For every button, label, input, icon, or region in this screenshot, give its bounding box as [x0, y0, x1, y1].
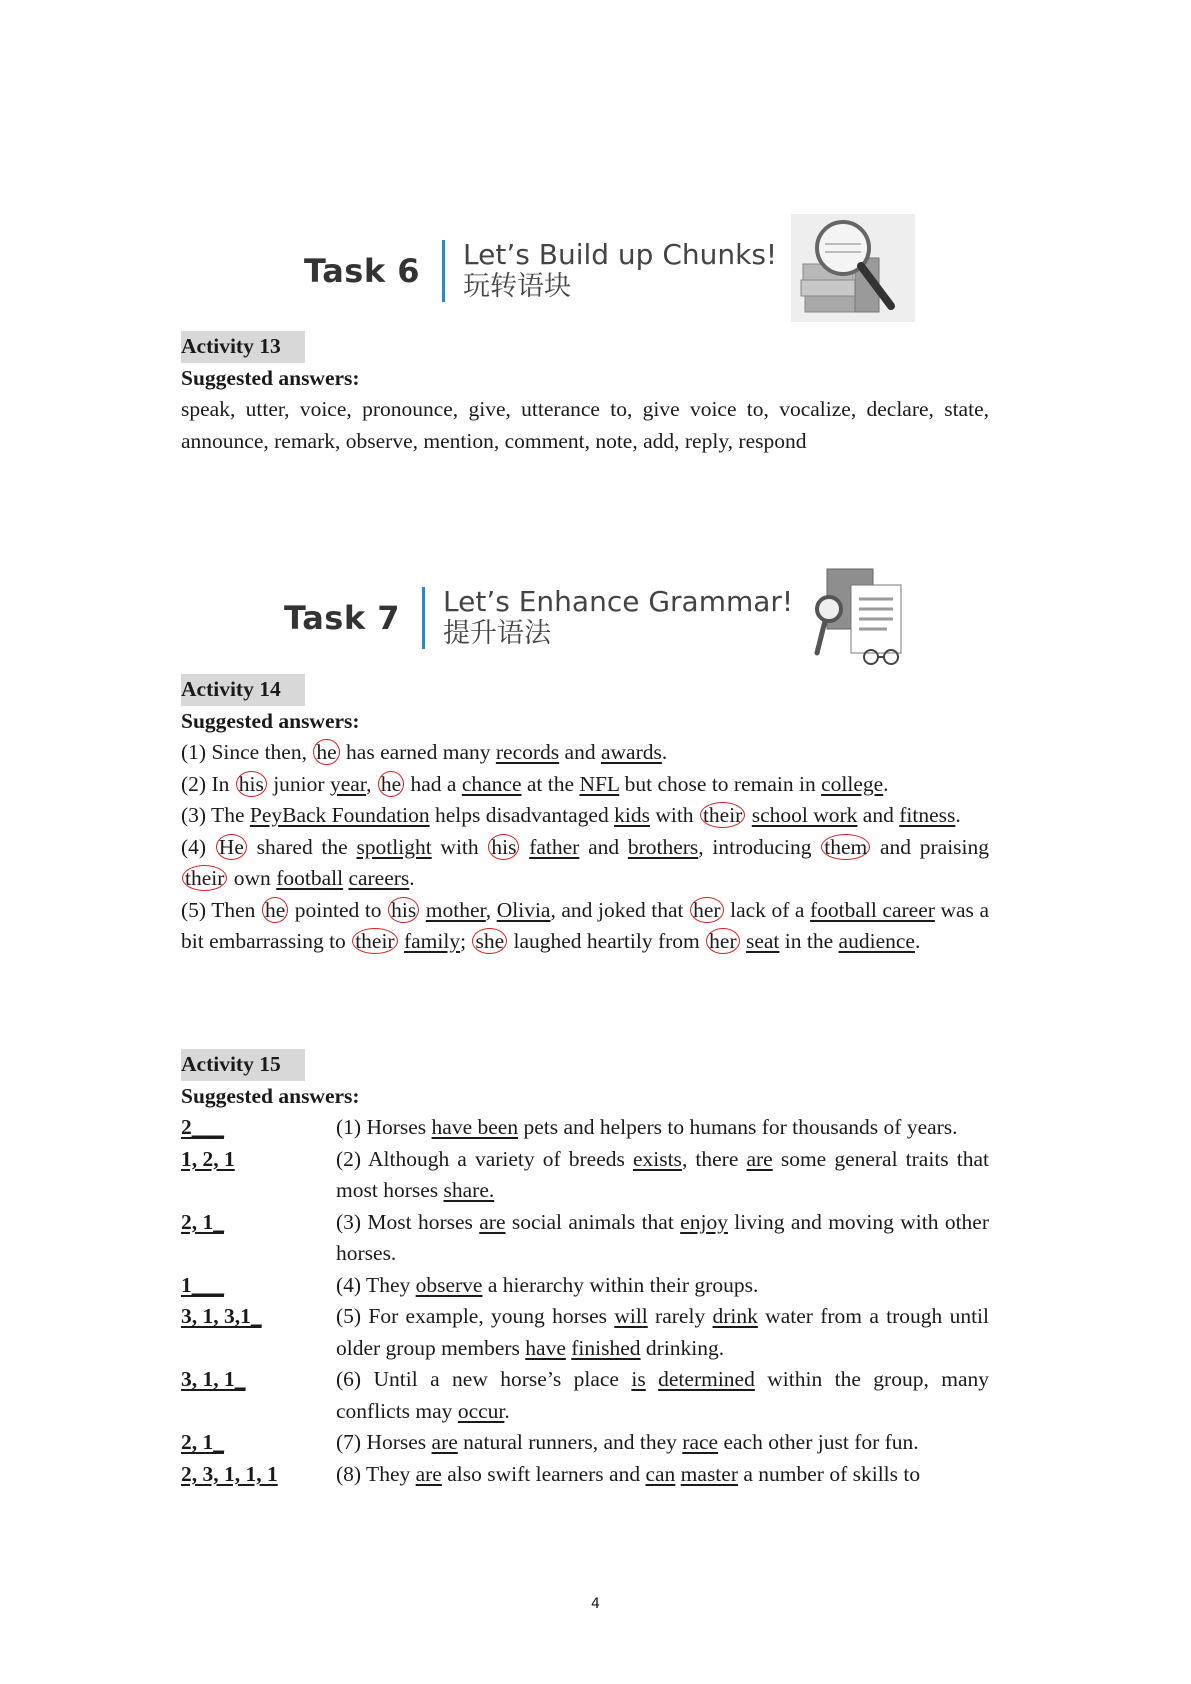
underlined-word: brothers: [627, 834, 699, 859]
circled-pronoun: their: [700, 802, 745, 828]
text-run: ,: [485, 897, 497, 922]
activity14-sentence-1: [181, 737, 989, 769]
text-run: (2) In: [181, 771, 235, 796]
underlined-verb: master: [680, 1461, 738, 1486]
underlined-word: fitness: [899, 803, 956, 827]
underlined-verb: are: [746, 1146, 773, 1171]
underlined-verb: will: [614, 1304, 648, 1328]
circled-pronoun: she: [472, 928, 507, 954]
text-run: was a bit embarrassing to: [181, 897, 989, 953]
text-run: [520, 835, 529, 859]
underlined-verb: drink: [712, 1304, 758, 1328]
text-run: living and moving with other horses.: [336, 1209, 990, 1265]
text-run: [646, 1367, 658, 1391]
underlined-verb: finished: [571, 1335, 641, 1360]
text-run: at the: [521, 771, 580, 796]
text-run: within the group, many conflicts may: [336, 1367, 990, 1423]
task7-title-en: Let’s Enhance Grammar!: [443, 584, 794, 618]
task7-banner: [284, 565, 917, 670]
text-run: natural runners, and they: [457, 1430, 683, 1454]
task6-title-cn: 玩转语块: [463, 271, 572, 303]
task7-label: Task 7: [284, 598, 401, 637]
circled-pronoun: he: [313, 739, 339, 765]
answer-key: 3, 1, 1_: [181, 1367, 246, 1391]
text-run: , there: [681, 1146, 747, 1171]
underlined-verb: are: [415, 1461, 442, 1486]
answer-row: [181, 1112, 989, 1144]
answer-sentence: [336, 1364, 989, 1427]
text-run: ,: [366, 771, 377, 796]
underlined-word: chance: [461, 771, 522, 796]
underlined-verb: have been: [431, 1115, 519, 1139]
answer-key: 1___: [181, 1272, 224, 1297]
text-run: ;: [460, 929, 472, 953]
activity14-sentence-5: [181, 895, 989, 958]
activity14-heading: Activity 14: [181, 674, 305, 706]
activity13-subheading: Suggested answers:: [181, 365, 360, 390]
underlined-verb: are: [479, 1209, 506, 1234]
text-run: water from a trough until older group members: [336, 1304, 990, 1360]
underlined-word: mother: [425, 897, 486, 922]
text-run: some general traits that most horses: [336, 1146, 989, 1202]
answer-key: 2, 1_: [181, 1209, 224, 1234]
circled-pronoun: their: [352, 928, 397, 954]
circled-pronoun: his: [388, 897, 419, 923]
underlined-verb: share.: [443, 1178, 495, 1202]
task7-title-cn: 提升语法: [443, 618, 552, 650]
text-run: (7) Horses: [336, 1430, 432, 1454]
underlined-verb: are: [431, 1430, 458, 1454]
circled-pronoun: He: [216, 834, 247, 860]
circled-pronoun: them: [821, 834, 870, 860]
text-run: .: [955, 803, 961, 827]
text-run: .: [914, 929, 921, 953]
text-run: .: [504, 1398, 510, 1423]
underlined-word: spotlight: [356, 834, 432, 859]
underlined-word: records: [495, 740, 560, 764]
answer-row: [181, 1301, 989, 1364]
circled-pronoun: he: [378, 771, 404, 797]
activity13-section: [181, 331, 989, 457]
text-run: shared the: [247, 834, 357, 859]
text-run: , and joked that: [550, 897, 690, 922]
text-run: (1) Horses: [336, 1115, 432, 1139]
text-run: (4): [181, 834, 215, 859]
text-run: and: [559, 740, 601, 764]
text-run: a hierarchy within their groups.: [482, 1272, 759, 1297]
task7-divider: [422, 587, 425, 649]
answer-row: [181, 1144, 989, 1207]
underlined-verb: race: [682, 1430, 719, 1454]
answer-row: [181, 1459, 989, 1491]
underlined-verb: exists: [632, 1146, 682, 1171]
text-run: in the: [779, 929, 839, 953]
text-run: (5) Then: [181, 897, 261, 922]
activity14-section: [181, 674, 989, 958]
underlined-word: year: [329, 771, 367, 796]
answer-sentence: [336, 1459, 989, 1491]
underlined-word: college: [821, 771, 884, 796]
text-run: with: [431, 834, 488, 859]
magnifier-documents-glasses-icon: [807, 565, 917, 670]
answer-sentence: [336, 1207, 989, 1270]
text-run: had a: [405, 771, 462, 796]
task6-title-en: Let’s Build up Chunks!: [463, 237, 778, 271]
text-run: also swift learners and: [441, 1461, 646, 1486]
page-number: 4: [591, 1596, 600, 1612]
text-run: with: [649, 803, 699, 827]
answer-key: 2, 3, 1, 1, 1: [181, 1461, 278, 1486]
activity13-heading: Activity 13: [181, 331, 305, 363]
underlined-verb: can: [645, 1461, 676, 1486]
activity13-answer-text: speak, utter, voice, pronounce, give, utterance to, give voice to, vocalize, declare, state, announce, remark, observe, mention, comment, note, add, reply, respond: [181, 397, 989, 453]
text-run: each other just for fun.: [718, 1430, 919, 1454]
underlined-word: audience: [838, 929, 915, 953]
text-run: and: [857, 803, 900, 827]
activity14-sentence-3: [181, 800, 989, 832]
underlined-verb: observe: [415, 1272, 483, 1297]
underlined-word: NFL: [579, 771, 620, 796]
answer-sentence: [336, 1270, 989, 1302]
text-run: (5) For example, young horses: [336, 1304, 615, 1328]
text-run: (2) Although a variety of breeds: [336, 1146, 633, 1171]
text-run: (3) Most horses: [336, 1209, 480, 1234]
underlined-word: football career: [810, 897, 935, 922]
underlined-word: school work: [751, 803, 858, 827]
text-run: a number of skills to: [737, 1461, 921, 1486]
circled-pronoun: her: [706, 928, 739, 954]
underlined-word: awards: [600, 740, 662, 764]
task6-banner: [304, 214, 915, 327]
underlined-verb: have: [525, 1335, 566, 1360]
task6-divider: [442, 240, 445, 302]
answer-key: 1, 2, 1: [181, 1146, 235, 1171]
underlined-word: PeyBack Foundation: [249, 803, 430, 827]
answer-sentence: [336, 1427, 989, 1459]
magnifier-books-icon: [791, 214, 915, 327]
activity15-subheading: Suggested answers:: [181, 1083, 360, 1108]
circled-pronoun: his: [236, 771, 267, 797]
activity14-subheading: Suggested answers:: [181, 708, 360, 733]
activity15-section: [181, 1049, 989, 1490]
underlined-verb: determined: [658, 1367, 755, 1391]
text-run: junior: [267, 771, 330, 796]
underlined-word: father: [529, 834, 580, 859]
answer-row: [181, 1427, 989, 1459]
answer-key: 2___: [181, 1115, 224, 1139]
text-run: has earned many: [340, 740, 496, 764]
text-run: social animals that: [505, 1209, 681, 1234]
text-run: but chose to remain in: [619, 771, 822, 796]
underlined-word: careers: [348, 866, 410, 890]
text-run: (3) The: [181, 803, 250, 827]
answer-key: 2, 1_: [181, 1430, 224, 1454]
answer-key: 3, 1, 3,1_: [181, 1304, 262, 1328]
circled-pronoun: her: [690, 897, 723, 923]
text-run: and praising: [871, 834, 990, 859]
text-run: .: [661, 740, 668, 764]
activity15-heading: Activity 15: [181, 1049, 305, 1081]
text-run: lack of a: [724, 897, 810, 922]
task6-titles: [463, 239, 777, 302]
text-run: and: [579, 834, 628, 859]
answer-sentence: [336, 1301, 989, 1364]
answer-sentence: [336, 1144, 989, 1207]
circled-pronoun: his: [488, 834, 519, 860]
task7-titles: [443, 586, 793, 649]
activity14-sentence-4: [181, 832, 989, 895]
text-run: pointed to: [289, 897, 388, 922]
text-run: .: [409, 866, 415, 890]
text-run: (1) Since then,: [181, 740, 313, 764]
text-run: drinking.: [640, 1335, 725, 1360]
underlined-word: seat: [745, 929, 780, 953]
text-run: helps disadvantaged: [429, 803, 615, 827]
underlined-word: football: [276, 866, 344, 890]
underlined-verb: is: [631, 1367, 646, 1391]
answer-row: [181, 1207, 989, 1270]
task6-label: Task 6: [304, 251, 421, 290]
circled-pronoun: their: [182, 865, 227, 891]
text-run: laughed heartily from: [508, 929, 706, 953]
text-run: , introducing: [698, 834, 821, 859]
text-run: pets and helpers to humans for thousands of years.: [518, 1115, 958, 1139]
answer-row: [181, 1364, 989, 1427]
underlined-word: kids: [614, 803, 650, 827]
answer-row: [181, 1270, 989, 1302]
answer-sentence: [336, 1112, 989, 1144]
text-run: own: [228, 866, 277, 890]
text-run: (4) They: [336, 1272, 416, 1297]
text-run: (6) Until a new horse’s place: [336, 1367, 632, 1391]
text-run: .: [883, 771, 889, 796]
underlined-verb: enjoy: [680, 1209, 728, 1234]
underlined-word: family: [403, 929, 461, 953]
underlined-word: Olivia: [496, 897, 551, 922]
underlined-verb: occur: [457, 1398, 505, 1423]
activity14-sentence-2: [181, 769, 989, 801]
circled-pronoun: he: [262, 897, 288, 923]
text-run: rarely: [647, 1304, 713, 1328]
text-run: (8) They: [336, 1461, 416, 1486]
